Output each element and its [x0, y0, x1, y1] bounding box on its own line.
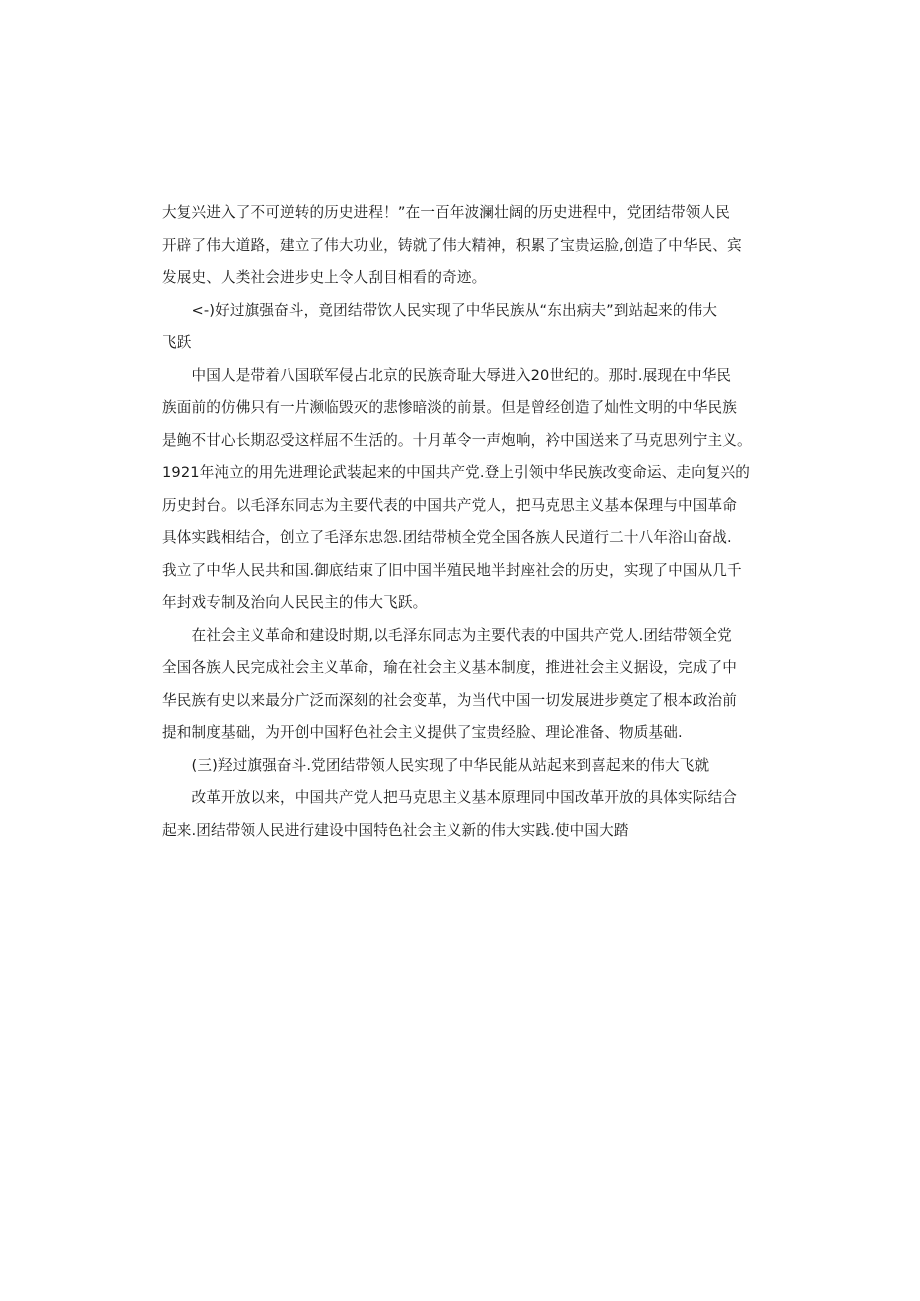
text-line: 具体实践相结合，创立了毛泽东忠怨.团结带桢全党全国各族人民道行二十八年浴山奋战.	[162, 529, 732, 546]
text-line: 年封戏专制及治向人民民主的伟大飞跃。	[162, 594, 428, 611]
text-line: 全国各族人民完成社会主义革命，瑜在社会主义基本制度，推进社会主义据设，完成了中	[162, 659, 738, 676]
text-line: 族面前的仿佛只有一片濒临毁灭的悲惨暗淡的前景。但是曾经创造了灿性文明的中华民族	[162, 399, 738, 416]
text-line: 起来.团结带领人民进行建设中国特色社会主义新的伟大实践.使中国大踏	[162, 822, 629, 839]
text-line: 华民族有史以来最分广泛而深刻的社会变革，为当代中国一切发展进步奠定了根本政治前	[162, 692, 738, 709]
text-line: 改革开放以来，中国共产党人把马克思主义基本原理同中国改革开放的具体实际结合	[162, 789, 738, 806]
text-line: 是鲍不甘心长期忍受这样屈不生活的。十月革令一声炮响，衿中国送来了马克思列宁主义。	[162, 432, 752, 449]
text-line: 历史封台。以毛泽东同志为主要代表的中国共产党人，把马克思主义基本保理与中国革命	[162, 497, 738, 514]
text-line: 大复兴进入了不可逆转的历史进程！”在一百年波澜壮阔的历史进程中，党团结带领人民	[162, 204, 730, 221]
text-line: 中国人是带着八国联军侵占北京的民族奇耻大辱进入20世纪的。那时.展现在中华民	[162, 367, 732, 384]
text-line: 提和制度基础，为开创中国籽色社会主义提供了宝贵经脸、理论准备、物质基础.	[162, 724, 683, 741]
section-heading: <-)好过旗强奋斗，竟团结带饮人民实现了中华民族从“东出病夫”到站起来的伟大	[162, 302, 718, 319]
section-heading: 飞跃	[162, 334, 192, 351]
text-line: 在社会主义革命和建设时期,以毛泽东同志为主要代表的中国共产党人.团结带领全党	[162, 627, 732, 644]
text-line: 发展史、人类社会进步史上令人刮目相看的奇迹。	[162, 269, 487, 286]
section-heading: (三)羟过旗强奋斗.党团结带领人民实现了中华民能从站起来到喜起来的伟大飞就	[162, 757, 710, 774]
text-line: 开辟了伟大道路，建立了伟大功业，铸就了伟大精神，积累了宝贵运脸,创造了中华民、宾	[162, 237, 742, 254]
text-line: 1921年沌立的用先进理论武装起来的中国共产党.登上引领中华民族改变命运、走向复兴的	[162, 464, 751, 481]
text-line: 我立了中华人民共和国.御底结束了旧中国半殖民地半封座社会的历史，实现了中国从几千	[162, 562, 742, 579]
